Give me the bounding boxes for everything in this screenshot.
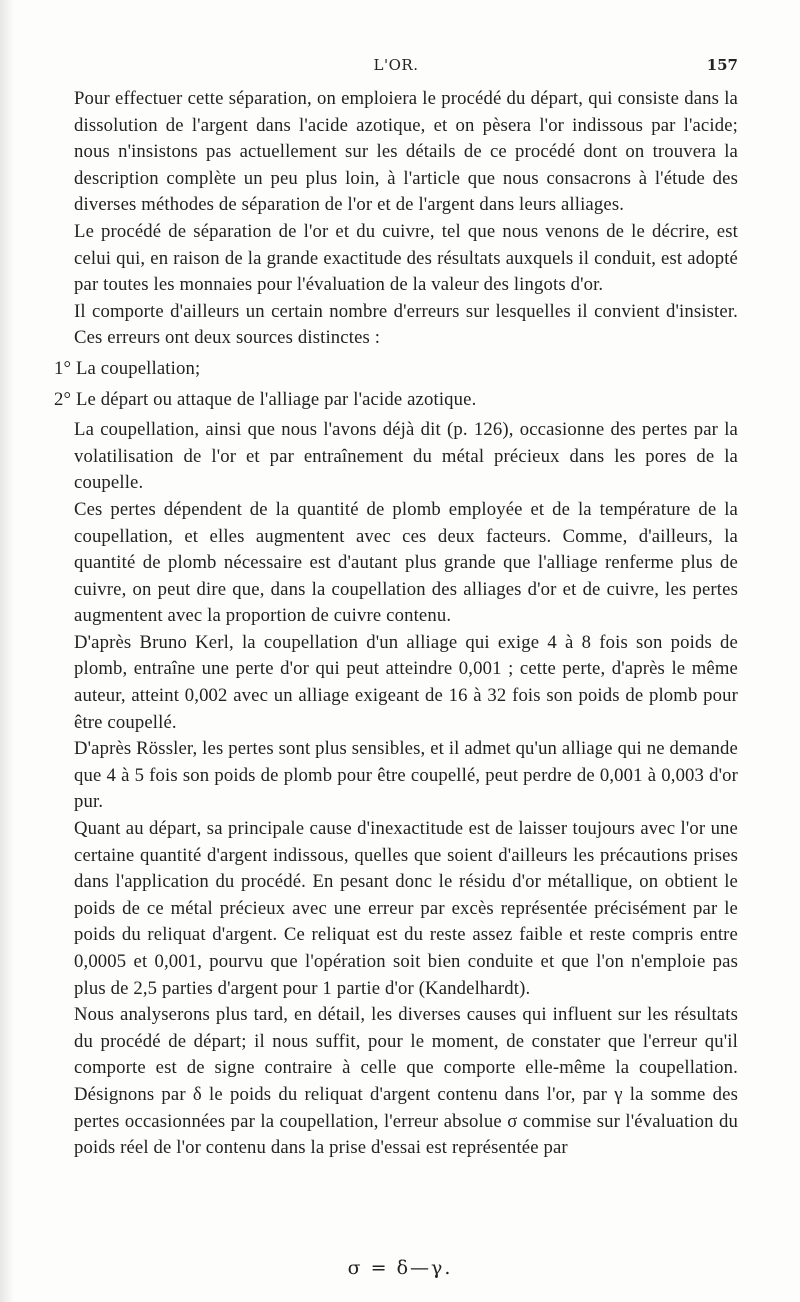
paragraph: La coupellation, ainsi que nous l'avons déjà dit (p. 126), occasionne des pertes par la volatilisation de l'or et par entraînement du métal précieux dans les pores de la coupelle. xyxy=(74,419,738,494)
running-head: L'OR. xyxy=(373,56,419,74)
paragraph: Pour effectuer cette séparation, on emploiera le procédé du départ, qui consiste dans la dissolution de l'argent dans l'acide azotique, et on pèsera l'or indissous par l'acide; nous n'insistons pas actuellement sur les détails de ce procédé dont on trouvera la description complète un peu plus loin, à l'article que nous consacrons à l'étude des diverses méthodes de séparation de l'or et de l'argent dans leurs alliages. xyxy=(74,88,738,216)
equation-text: σ = δ—γ. xyxy=(347,1257,453,1279)
paragraph: Il comporte d'ailleurs un certain nombre d'erreurs sur lesquelles il convient d'insister. Ces erreurs ont deux sources distinctes : xyxy=(74,300,738,349)
page-number: 157 xyxy=(706,56,738,74)
list-item: 1° La coupellation; xyxy=(54,357,201,379)
paragraph: D'après Rössler, les pertes sont plus sensibles, et il admet qu'un alliage qui ne demande que 4 à 5 fois son poids de plomb pour être coupellé, peut perdre de 0,001 à 0,003 d'or pur. xyxy=(74,738,738,813)
paragraph: D'après Bruno Kerl, la coupellation d'un alliage qui exige 4 à 8 fois son poids de plomb, entraîne une perte d'or qui peut atteindre 0,001 ; cette perte, d'après le même auteur, atteint 0,002 avec un alliage exigeant de 16 à 32 fois son poids de plomb pour être coupellé. xyxy=(74,631,738,733)
paragraph: Le procédé de séparation de l'or et du cuivre, tel que nous venons de le décrire, est celui qui, en raison de la grande exactitude des résultats auxquels il conduit, est adopté par toutes les monnaies pour l'évaluation de la valeur des lingots d'or. xyxy=(74,220,738,296)
paragraph: Nous analyserons plus tard, en détail, les diverses causes qui influent sur les résultats du procédé de départ; il nous suffit, pour le moment, de constater que l'erreur qu'il comporte est de signe contraire à celle que comporte elle-même la coupellation. Désignons par δ le poids du reliquat d'argent contenu dans l'or, par γ la somme des pertes occasionnées par la coupellation, l'erreur absolue σ commise sur l'évaluation du poids réel de l'or contenu dans la prise d'essai est représentée par xyxy=(74,1004,738,1159)
paragraph: Quant au départ, sa principale cause d'inexactitude est de laisser toujours avec l'or une certaine quantité d'argent indissous, quelles que soient d'ailleurs les précautions prises dans l'application du procédé. En pesant donc le résidu d'or métallique, on obtient le poids de ce métal précieux avec une erreur par excès représentée précisément par le poids du reliquat d'argent. Ce reliquat est du reste assez faible et reste compris entre 0,0005 et 0,001, pourvu que l'opération soit bien conduite et que l'on n'emploie pas plus de 2,5 parties d'argent pour 1 partie d'or (Kandelhardt). xyxy=(74,818,738,999)
equation xyxy=(0,1257,800,1279)
page-spine-shadow xyxy=(0,0,14,1302)
body-text xyxy=(54,86,738,1162)
page-header xyxy=(54,56,738,80)
paragraph: Ces pertes dépendent de la quantité de plomb employée et de la température de la coupellation, et elles augmentent avec ces deux facteurs. Comme, d'ailleurs, la quantité de plomb nécessaire est d'autant plus grande que l'alliage renferme plus de cuivre, on peut dire que, dans la coupellation des alliages d'or et de cuivre, les pertes augmentent avec la proportion de cuivre contenu. xyxy=(74,498,738,627)
list-item: 2° Le départ ou attaque de l'alliage par l'acide azotique. xyxy=(54,388,477,410)
